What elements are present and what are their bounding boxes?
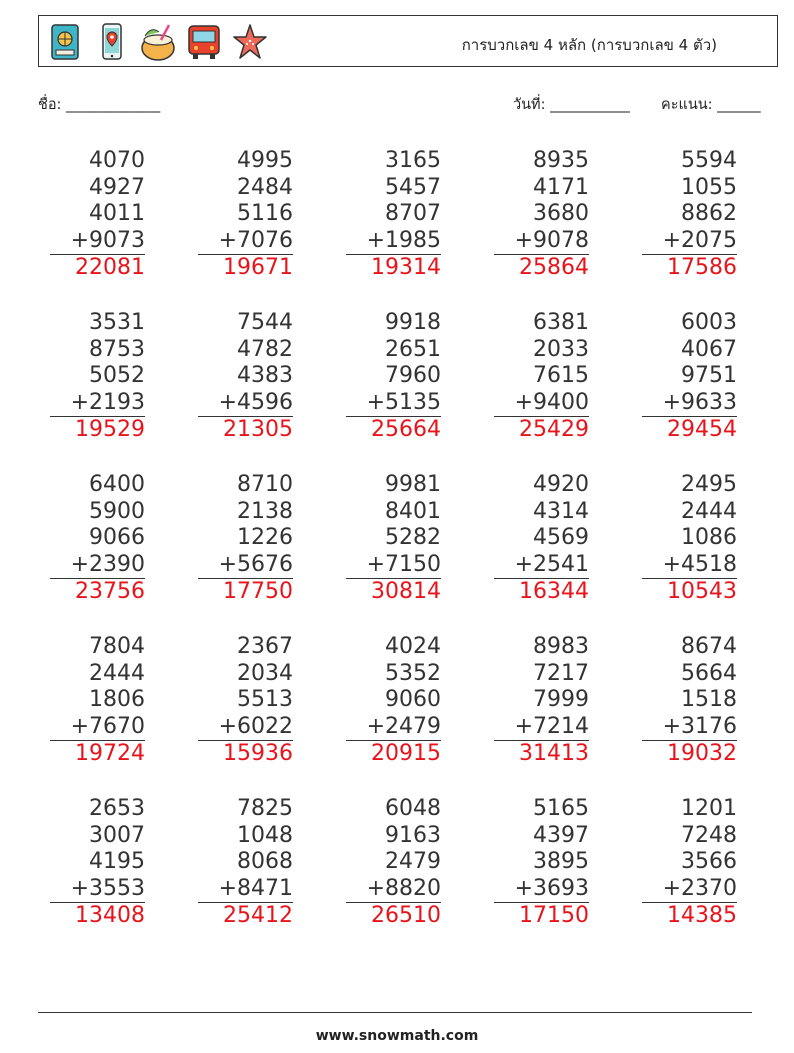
addend-4: +8471 (198, 876, 293, 904)
addition-problem (494, 634, 589, 768)
answer: 15936 (223, 741, 293, 766)
addend-3: 1518 (681, 687, 737, 712)
addend-4: +9633 (642, 390, 737, 418)
addition-problem (50, 148, 145, 282)
addend-4: +5135 (346, 390, 441, 418)
addend-1: 8983 (533, 634, 589, 659)
addend-4: +8820 (346, 876, 441, 904)
addition-problem (642, 796, 737, 930)
addend-2: 2444 (681, 498, 737, 524)
addend-3: 3566 (681, 849, 737, 874)
addend-4: +7670 (50, 714, 145, 742)
addend-3: 9060 (385, 687, 441, 712)
answer: 19032 (667, 741, 737, 766)
name-field: ชื่อ: _____________ (38, 97, 161, 113)
addend-4: +2370 (642, 876, 737, 904)
addend-4: +7076 (198, 228, 293, 256)
addend-2: 5352 (385, 660, 441, 686)
addend-4: +2075 (642, 228, 737, 256)
bus-icon (185, 22, 223, 62)
addend-2: 4927 (89, 174, 145, 200)
addend-2: 2033 (533, 336, 589, 362)
answer: 19314 (371, 255, 441, 280)
addition-problem (494, 472, 589, 606)
addition-problem (642, 472, 737, 606)
addend-4: +9400 (494, 390, 589, 418)
answer: 30814 (371, 579, 441, 604)
addition-problem (50, 472, 145, 606)
addend-3: 8707 (385, 201, 441, 226)
addition-problem (346, 310, 441, 444)
addition-problem (346, 634, 441, 768)
addition-problem (642, 148, 737, 282)
addend-4: +2390 (50, 552, 145, 580)
answer: 19671 (223, 255, 293, 280)
footer-site: www.snowmath.com (315, 1028, 479, 1044)
addend-1: 2367 (237, 634, 293, 659)
addend-1: 6381 (533, 310, 589, 335)
addition-problem (642, 310, 737, 444)
addend-2: 8753 (89, 336, 145, 362)
phone-location-icon (93, 22, 131, 62)
addend-3: 4569 (533, 525, 589, 550)
answer: 29454 (667, 417, 737, 442)
addend-3: 4383 (237, 363, 293, 388)
addend-1: 7825 (237, 796, 293, 821)
passport-icon (47, 22, 85, 62)
addition-problem (346, 472, 441, 606)
addend-3: 4195 (89, 849, 145, 874)
addend-2: 1048 (237, 822, 293, 848)
addend-4: +2479 (346, 714, 441, 742)
answer: 10543 (667, 579, 737, 604)
addend-2: 7217 (533, 660, 589, 686)
score-field: คะแนน: ______ (661, 97, 761, 113)
addend-3: 5282 (385, 525, 441, 550)
addend-1: 6048 (385, 796, 441, 821)
answer: 21305 (223, 417, 293, 442)
addend-2: 2651 (385, 336, 441, 362)
addition-problem (198, 634, 293, 768)
addend-2: 1055 (681, 174, 737, 200)
addend-3: 1226 (237, 525, 293, 550)
answer: 14385 (667, 903, 737, 928)
addend-3: 8068 (237, 849, 293, 874)
addend-1: 2653 (89, 796, 145, 821)
addend-1: 3531 (89, 310, 145, 335)
addend-4: +7150 (346, 552, 441, 580)
answer: 19724 (75, 741, 145, 766)
header-icons (47, 22, 269, 62)
answer: 26510 (371, 903, 441, 928)
starfish-icon (231, 22, 269, 62)
addend-3: 1806 (89, 687, 145, 712)
addend-1: 6400 (89, 472, 145, 497)
answer: 17150 (519, 903, 589, 928)
addend-1: 9981 (385, 472, 441, 497)
answer: 20915 (371, 741, 441, 766)
addend-2: 4397 (533, 822, 589, 848)
addition-problem (50, 634, 145, 768)
answer: 13408 (75, 903, 145, 928)
addend-3: 8862 (681, 201, 737, 226)
addend-2: 2444 (89, 660, 145, 686)
addend-3: 2479 (385, 849, 441, 874)
addend-1: 4070 (89, 148, 145, 173)
answer: 17750 (223, 579, 293, 604)
addend-1: 7804 (89, 634, 145, 659)
header-box (38, 15, 778, 67)
addition-problem (346, 148, 441, 282)
date-field: วันที่: ___________ (513, 97, 630, 113)
addend-3: 4011 (89, 201, 145, 226)
addend-1: 7544 (237, 310, 293, 335)
addition-problem (50, 310, 145, 444)
addend-3: 9066 (89, 525, 145, 550)
addend-4: +5676 (198, 552, 293, 580)
answer: 22081 (75, 255, 145, 280)
addend-2: 4314 (533, 498, 589, 524)
addend-4: +1985 (346, 228, 441, 256)
addend-1: 1201 (681, 796, 737, 821)
addend-4: +2193 (50, 390, 145, 418)
addend-3: 7615 (533, 363, 589, 388)
addend-3: 3895 (533, 849, 589, 874)
answer: 31413 (519, 741, 589, 766)
addition-problem (198, 148, 293, 282)
addend-1: 2495 (681, 472, 737, 497)
addend-2: 2138 (237, 498, 293, 524)
addend-1: 4995 (237, 148, 293, 173)
addition-problem (494, 148, 589, 282)
answer: 19529 (75, 417, 145, 442)
addend-4: +2541 (494, 552, 589, 580)
addend-4: +4596 (198, 390, 293, 418)
addition-problem (642, 634, 737, 768)
addend-1: 5594 (681, 148, 737, 173)
addend-4: +3553 (50, 876, 145, 904)
addition-problem (198, 472, 293, 606)
addend-2: 2034 (237, 660, 293, 686)
addend-3: 5513 (237, 687, 293, 712)
answer: 25864 (519, 255, 589, 280)
addend-1: 8935 (533, 148, 589, 173)
addend-3: 5052 (89, 363, 145, 388)
coconut-drink-icon (139, 22, 177, 62)
addend-1: 6003 (681, 310, 737, 335)
addend-2: 4782 (237, 336, 293, 362)
addend-2: 5664 (681, 660, 737, 686)
addend-2: 4171 (533, 174, 589, 200)
addend-1: 4024 (385, 634, 441, 659)
addend-2: 5900 (89, 498, 145, 524)
addition-problem (494, 796, 589, 930)
addend-1: 8710 (237, 472, 293, 497)
addend-2: 9163 (385, 822, 441, 848)
addition-problem (494, 310, 589, 444)
addend-1: 8674 (681, 634, 737, 659)
answer: 25664 (371, 417, 441, 442)
addend-2: 8401 (385, 498, 441, 524)
addend-4: +9078 (494, 228, 589, 256)
addend-3: 9751 (681, 363, 737, 388)
answer: 23756 (75, 579, 145, 604)
addend-4: +3176 (642, 714, 737, 742)
footer-divider (38, 1012, 752, 1013)
addend-2: 5457 (385, 174, 441, 200)
worksheet-title: การบวกเลข 4 หลัก (การบวกเลข 4 ตัว) (461, 36, 717, 54)
addend-4: +9073 (50, 228, 145, 256)
addend-1: 5165 (533, 796, 589, 821)
addend-2: 2484 (237, 174, 293, 200)
addend-4: +7214 (494, 714, 589, 742)
addend-3: 1086 (681, 525, 737, 550)
addend-2: 7248 (681, 822, 737, 848)
addend-3: 7999 (533, 687, 589, 712)
answer: 25412 (223, 903, 293, 928)
addend-1: 4920 (533, 472, 589, 497)
addition-problem (198, 310, 293, 444)
answer: 17586 (667, 255, 737, 280)
addend-3: 5116 (237, 201, 293, 226)
addend-1: 3165 (385, 148, 441, 173)
addition-problem (198, 796, 293, 930)
addend-1: 9918 (385, 310, 441, 335)
addend-4: +3693 (494, 876, 589, 904)
addend-3: 7960 (385, 363, 441, 388)
addend-4: +4518 (642, 552, 737, 580)
addition-problem (346, 796, 441, 930)
addend-3: 3680 (533, 201, 589, 226)
addend-2: 4067 (681, 336, 737, 362)
addend-4: +6022 (198, 714, 293, 742)
addend-2: 3007 (89, 822, 145, 848)
answer: 16344 (519, 579, 589, 604)
answer: 25429 (519, 417, 589, 442)
addition-problem (50, 796, 145, 930)
